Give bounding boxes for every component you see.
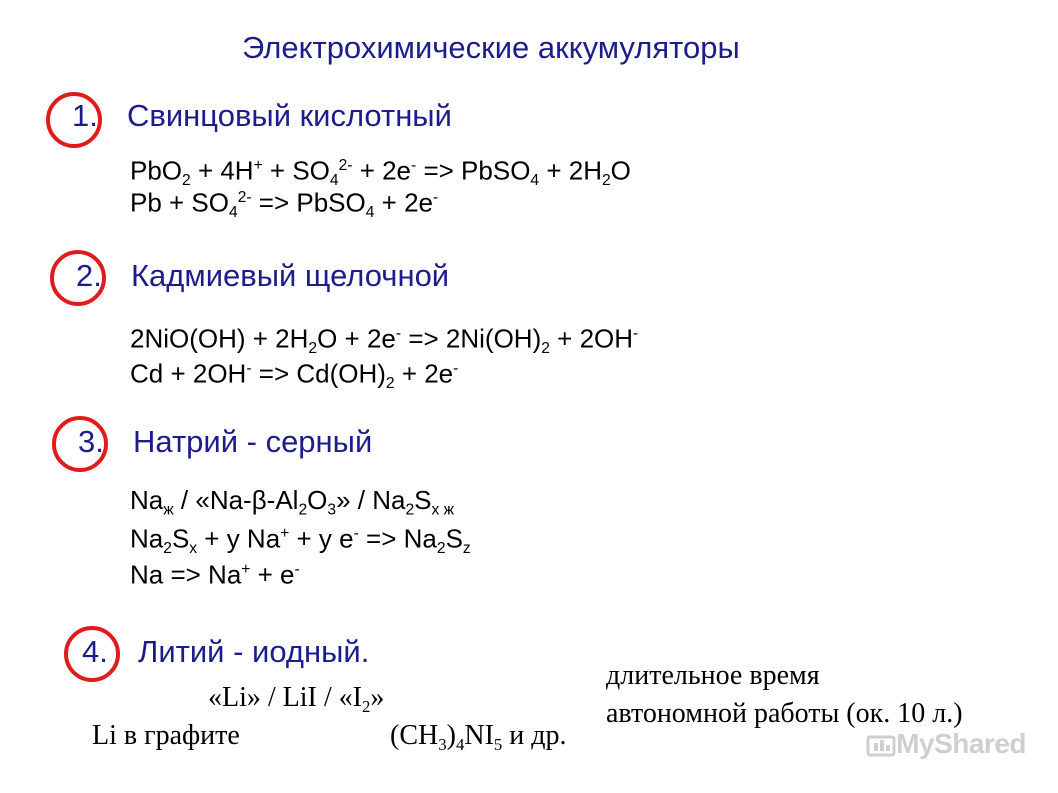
superscript: 2- [237, 189, 252, 206]
subscript: 2 [361, 696, 371, 716]
formula-text: Na => Na [130, 559, 242, 590]
subscript: 2 [385, 374, 395, 392]
subscript: 4 [530, 171, 540, 189]
superscript: 2- [338, 157, 353, 174]
formula-text: => PbSO [251, 187, 366, 218]
superscript: - [395, 325, 402, 342]
formula-text: PbO [130, 155, 183, 186]
formula-text: + 2OH [549, 323, 634, 354]
formula-text: S [171, 523, 190, 554]
formula-text: S [414, 485, 432, 515]
formula-text: 2NiO(OH) + 2H [130, 323, 309, 354]
equation-line [130, 182, 438, 229]
subscript: z [462, 539, 471, 557]
subscript: 2 [182, 171, 191, 189]
superscript: - [453, 360, 459, 377]
subscript: 2 [308, 339, 318, 357]
formula-text: S [445, 523, 463, 554]
section-heading: Кадмиевый щелочной [131, 258, 450, 293]
formula-text: (CH [390, 720, 439, 751]
formula-text: + SO [262, 155, 330, 186]
formula-text: Cd + 2OH [130, 358, 247, 389]
formula-text: => Na [358, 523, 437, 554]
superscript: - [294, 561, 300, 578]
equation-line [130, 353, 458, 400]
formula-text: + 2e [352, 155, 412, 186]
subscript: 4 [365, 203, 375, 221]
formula-text: + 4H [190, 155, 254, 186]
formula-text: O [307, 485, 328, 515]
formula-text: » [370, 682, 385, 713]
section-heading: Литий - иодный. [138, 634, 370, 669]
formula-text: ) [446, 720, 456, 751]
formula-text: => 2Ni(OH) [401, 323, 542, 354]
subscript: ж [163, 501, 174, 519]
section-number: 4. [82, 634, 108, 669]
superscript: + [241, 561, 251, 578]
subscript: 4 [329, 171, 339, 189]
section-number: 1. [72, 98, 98, 133]
formula-text: => Cd(OH) [251, 358, 386, 389]
lithium-cell-formula [208, 682, 384, 717]
formula-text: и др. [502, 720, 567, 751]
superscript: - [411, 157, 417, 174]
formula-text: NI [464, 720, 494, 751]
watermark-logo-icon [866, 731, 896, 759]
section-heading: Натрий - серный [133, 424, 373, 459]
subscript: 2 [601, 171, 611, 189]
superscript: - [246, 360, 252, 377]
subscript: x [189, 539, 198, 557]
subscript: 5 [493, 734, 503, 754]
equation-line [130, 554, 300, 590]
formula-text: «Li» / LiI / «I [208, 682, 362, 713]
formula-text: » / Na [336, 485, 406, 515]
section-heading: Свинцовый кислотный [127, 98, 452, 133]
superscript: + [253, 157, 263, 174]
subscript: 3 [327, 501, 337, 519]
subscript: 2 [436, 539, 446, 557]
formula-text: + y Na [197, 523, 281, 554]
superscript: - [433, 189, 439, 206]
formula-text: + 2e [374, 187, 433, 218]
superscript: - [633, 325, 639, 342]
watermark-text: MyShared [896, 728, 1026, 759]
subscript: 2 [541, 339, 550, 357]
formula-text: Pb + SO [130, 187, 229, 218]
section-number: 2. [76, 258, 102, 293]
subscript: 2 [298, 501, 308, 519]
formula-text: Na [130, 485, 164, 515]
lifetime-note-line2: автономной работы (ок. 10 л.) [606, 698, 963, 729]
lithium-cathode-formula [390, 720, 567, 755]
formula-text: + 2H [539, 155, 602, 186]
subscript: 4 [455, 734, 465, 754]
formula-text: Na [130, 523, 164, 554]
formula-text: O + 2e [317, 323, 396, 354]
formula-text: / «Na-β-Al [173, 485, 299, 515]
formula-text: + 2e [394, 358, 454, 389]
subscript: 3 [438, 734, 447, 754]
superscript: - [353, 525, 359, 542]
formula-text: + y e [289, 523, 354, 554]
superscript: + [280, 525, 290, 542]
subscript: 2 [405, 501, 415, 519]
subscript: 4 [229, 203, 238, 221]
formula-text: + e [250, 559, 295, 590]
formula-text: O [610, 155, 631, 186]
formula-text: => PbSO [416, 155, 531, 186]
subscript: 2 [163, 539, 172, 557]
lifetime-note-line1: длительное время [606, 660, 820, 691]
subscript: x ж [431, 501, 455, 519]
section-number: 3. [78, 424, 104, 459]
lithium-anode-label: Li в графите [92, 720, 240, 751]
page-title: Электрохимические аккумуляторы [242, 30, 740, 65]
